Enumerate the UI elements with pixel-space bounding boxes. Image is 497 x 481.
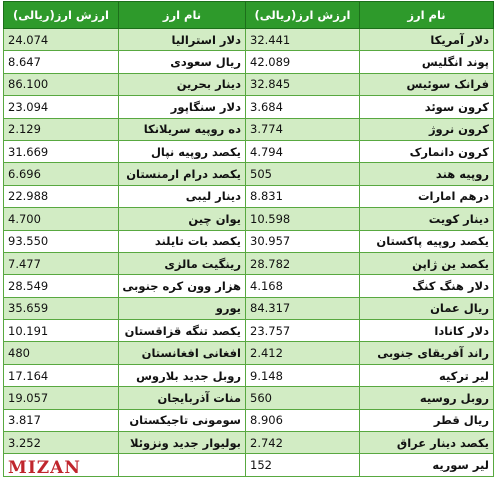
value-left: 28.549 [4,275,119,297]
currency-name-right: فرانک سوئیس [360,73,494,95]
currency-name-right: دلار کانادا [360,320,494,342]
table-row [4,230,494,252]
value-left: 8.647 [4,51,119,73]
currency-name-right: ریال عمان [360,297,494,319]
currency-name-left: دلار سنگاپور [119,96,246,118]
value-left: 6.696 [4,163,119,185]
currency-name-right: کرون نروژ [360,118,494,140]
value-right: 30.957 [246,230,360,252]
header-name-left: نام ارز [119,2,246,29]
value-right: 42.089 [246,51,360,73]
value-left: 24.074 [4,29,119,51]
value-left: 23.094 [4,96,119,118]
currency-name-right: روپیه هند [360,163,494,185]
value-left: 2.129 [4,118,119,140]
value-left: 480 [4,342,119,364]
value-right: 152 [246,454,360,476]
table-row [4,432,494,454]
currency-name-right: لیر ترکیه [360,364,494,386]
table-row [4,208,494,230]
table-row [4,73,494,95]
value-right: 8.831 [246,185,360,207]
header-value-right: ارزش ارز(ریالی) [246,2,360,29]
currency-name-right: درهم امارات [360,185,494,207]
currency-name-right: دلار آمریکا [360,29,494,51]
table-row [4,364,494,386]
currency-name-left: هزار وون کره جنوبی [119,275,246,297]
value-right: 28.782 [246,252,360,274]
currency-name-left: یوان چین [119,208,246,230]
value-left: 3.252 [4,432,119,454]
table-row [4,185,494,207]
logo-text: MIZAN [8,458,81,478]
value-left: 3.817 [4,409,119,431]
table-body [4,29,494,477]
table-row [4,163,494,185]
table-row [4,275,494,297]
currency-name-left: یکصد تنگه قزاقستان [119,320,246,342]
currency-name-left [119,454,246,476]
value-left: 35.659 [4,297,119,319]
currency-name-left: روبل جدید بلاروس [119,364,246,386]
currency-name-right: ریال قطر [360,409,494,431]
value-right: 10.598 [246,208,360,230]
currency-name-left: دینار بحرین [119,73,246,95]
value-right: 4.168 [246,275,360,297]
currency-name-left: منات آذربایجان [119,387,246,409]
mizan-logo [8,458,112,478]
value-left: 4.700 [4,208,119,230]
currency-name-left: افغانی افغانستان [119,342,246,364]
currency-name-right: یکصد دینار عراق [360,432,494,454]
currency-name-right: کرون سوئد [360,96,494,118]
value-right: 4.794 [246,140,360,162]
value-left: 7.477 [4,252,119,274]
currency-name-left: بولیوار جدید ونزوئلا [119,432,246,454]
currency-name-left: سومونی تاجیکستان [119,409,246,431]
currency-name-right: راند آفریقای جنوبی [360,342,494,364]
value-left: 93.550 [4,230,119,252]
currency-name-left: یورو [119,297,246,319]
currency-name-left: یکصد بات تایلند [119,230,246,252]
table-row [4,118,494,140]
currency-rates-table [3,1,494,477]
currency-name-left: دینار لیبی [119,185,246,207]
value-right: 560 [246,387,360,409]
currency-name-left: رینگیت مالزی [119,252,246,274]
table-row [4,297,494,319]
currency-name-right: دلار هنگ کنگ [360,275,494,297]
table-row [4,51,494,73]
currency-name-left: یکصد روپیه نپال [119,140,246,162]
currency-table-container [0,1,497,477]
table-row [4,387,494,409]
value-left: 31.669 [4,140,119,162]
value-right: 8.906 [246,409,360,431]
currency-name-right: روبل روسیه [360,387,494,409]
value-left: 10.191 [4,320,119,342]
value-right: 3.684 [246,96,360,118]
value-right: 32.441 [246,29,360,51]
value-right: 3.774 [246,118,360,140]
table-row [4,140,494,162]
currency-name-right: یکصد ین ژاپن [360,252,494,274]
value-right: 2.742 [246,432,360,454]
value-left: 22.988 [4,185,119,207]
value-left: 19.057 [4,387,119,409]
value-right: 84.317 [246,297,360,319]
header-name-right: نام ارز [360,2,494,29]
currency-name-left: یکصد درام ارمنستان [119,163,246,185]
currency-name-left: دلار استرالیا [119,29,246,51]
table-row [4,96,494,118]
value-left: 86.100 [4,73,119,95]
currency-name-right: دینار کویت [360,208,494,230]
currency-name-right: پوند انگلیس [360,51,494,73]
table-row [4,320,494,342]
value-right: 32.845 [246,73,360,95]
table-row [4,409,494,431]
table-row [4,29,494,51]
currency-name-left: ده روپیه سریلانکا [119,118,246,140]
table-row [4,342,494,364]
currency-name-right: لیر سوریه [360,454,494,476]
currency-name-right: یکصد روپیه پاکستان [360,230,494,252]
value-right: 2.412 [246,342,360,364]
value-left: 17.164 [4,364,119,386]
value-right: 23.757 [246,320,360,342]
header-value-left: ارزش ارز(ریالی) [4,2,119,29]
currency-name-left: ریال سعودی [119,51,246,73]
table-row [4,252,494,274]
value-right: 505 [246,163,360,185]
table-header-row [4,2,494,29]
currency-name-right: کرون دانمارک [360,140,494,162]
value-right: 9.148 [246,364,360,386]
